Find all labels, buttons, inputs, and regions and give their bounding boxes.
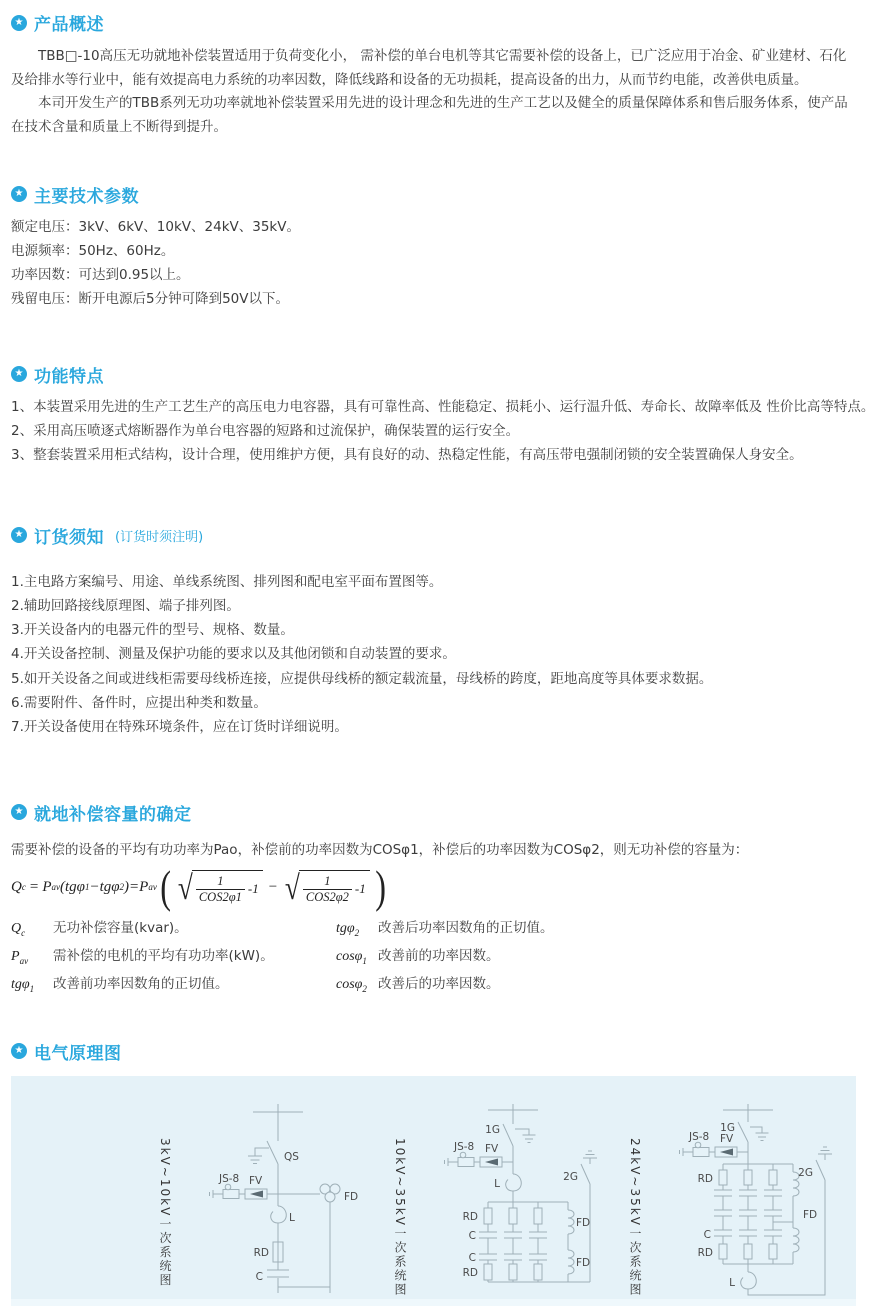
formula-sub: av bbox=[148, 882, 157, 893]
formula-term: P bbox=[42, 878, 52, 895]
formula-term: P bbox=[139, 878, 149, 895]
formula-legend bbox=[11, 915, 856, 999]
list-item: 残留电压：断开电源后5分钟可降到50V以下。 bbox=[11, 291, 290, 308]
diagram-24kv-35kv bbox=[619, 1076, 854, 1306]
formula-term: −tgφ bbox=[89, 878, 120, 895]
star-bullet-icon: ★ bbox=[11, 366, 27, 382]
label-rd-top: RD bbox=[697, 1172, 713, 1185]
legend-symbol-sub: 1 bbox=[29, 983, 35, 994]
overview-paragraphs bbox=[11, 45, 856, 140]
label-l: L bbox=[494, 1177, 500, 1190]
legend-symbol: cosφ bbox=[336, 976, 363, 992]
star-bullet-icon: ★ bbox=[11, 1043, 27, 1059]
section-specs bbox=[11, 182, 856, 312]
fraction-numerator: 1 bbox=[217, 873, 224, 888]
legend-text: 需补偿的电机的平均有功功率(kW)。 bbox=[53, 947, 274, 964]
star-bullet-icon: ★ bbox=[11, 15, 27, 31]
legend-text: 无功补偿容量(kvar)。 bbox=[53, 919, 188, 936]
formula-radical-2 bbox=[283, 870, 370, 905]
busbar bbox=[488, 1104, 538, 1124]
legend-item bbox=[336, 915, 554, 943]
section-title: 主要技术参数 bbox=[34, 186, 139, 207]
radical-sign: √ bbox=[285, 870, 300, 907]
label-2g: 2G bbox=[798, 1166, 813, 1179]
discharge-coil-rail bbox=[773, 1164, 817, 1264]
section-compensation bbox=[11, 800, 856, 999]
list-item: 5.如开关设备之间或进线柜需要母线桥连接，应提供母线桥的额定载流量，母线桥的跨度，距地高度等具体要求数据。 bbox=[11, 670, 713, 687]
legend-symbol-sub: av bbox=[19, 955, 29, 966]
label-qs: QS bbox=[284, 1150, 299, 1163]
section-title: 产品概述 bbox=[34, 15, 104, 35]
label-fv: FV bbox=[249, 1174, 263, 1187]
radical-tail: -1 bbox=[247, 881, 259, 897]
label-js8: JS-8 bbox=[689, 1130, 710, 1143]
formula-paren-close: ) bbox=[375, 860, 386, 912]
busbar bbox=[723, 1104, 773, 1122]
list-item: 1、本装置采用先进的生产工艺生产的高压电力电容器，具有可靠性高、性能稳定、损耗小、运行温升低、寿命长、故障率低及 性价比高等特点。 bbox=[11, 398, 874, 415]
features-list bbox=[11, 395, 874, 468]
section-overview bbox=[11, 10, 856, 140]
label-2g: 2G bbox=[563, 1170, 578, 1183]
legend-item bbox=[11, 915, 336, 943]
label-rd: RD bbox=[253, 1246, 269, 1259]
star-bullet-icon: ★ bbox=[11, 186, 27, 202]
capacitor-bank bbox=[463, 1202, 590, 1282]
label-c: C bbox=[703, 1228, 711, 1241]
busbar bbox=[253, 1104, 303, 1141]
section-features bbox=[11, 362, 874, 468]
label-c: C bbox=[255, 1270, 263, 1283]
capacitor-bank bbox=[698, 1164, 793, 1264]
section-title: 电气原理图 bbox=[34, 1043, 122, 1064]
section-features-header bbox=[11, 362, 856, 387]
section-overview-header bbox=[11, 10, 856, 35]
label-js8: JS-8 bbox=[219, 1172, 240, 1185]
specs-list bbox=[11, 215, 856, 312]
discharge-coil-rail bbox=[568, 1202, 590, 1282]
formula-term: (tgφ bbox=[59, 878, 85, 895]
reactor-l bbox=[729, 1264, 756, 1289]
list-item: 1.主电路方案编号、用途、单线系统图、排列图和配电室平面布置图等。 bbox=[11, 573, 443, 590]
label-1g: 1G bbox=[720, 1121, 735, 1134]
legend-symbol: P bbox=[11, 948, 20, 964]
list-item: 4.开关设备控制、测量及保护功能的要求以及其他闭锁和自动装置的要求。 bbox=[11, 646, 456, 663]
legend-text: 改善前功率因数角的正切值。 bbox=[53, 975, 229, 992]
label-rd-bottom: RD bbox=[462, 1266, 478, 1279]
fraction-denominator: COS2φ2 bbox=[303, 889, 352, 905]
legend-item bbox=[11, 971, 336, 999]
formula-operator: − bbox=[268, 878, 278, 895]
label-fv: FV bbox=[720, 1132, 734, 1145]
section-title: 订货须知 bbox=[34, 527, 104, 548]
ordering-list bbox=[11, 570, 856, 740]
reactor-l bbox=[494, 1174, 521, 1191]
formula-term: Q bbox=[11, 878, 22, 895]
circuit-diagram-1 bbox=[183, 1102, 383, 1300]
label-fd: FD bbox=[344, 1190, 359, 1203]
compensation-intro: 需要补偿的设备的平均有功功率为Pao，补偿前的功率因数为COSφ1，补偿后的功率因数为COSφ2，则无功补偿的容量为： bbox=[11, 841, 749, 858]
legend-symbol: tgφ bbox=[336, 920, 355, 936]
legend-text: 改善后功率因数角的正切值。 bbox=[378, 919, 554, 936]
legend-text: 改善前的功率因数。 bbox=[378, 947, 500, 964]
label-fd-bottom: FD bbox=[576, 1256, 591, 1269]
label-rd-top: RD bbox=[462, 1210, 478, 1223]
section-title: 就地补偿容量的确定 bbox=[34, 804, 192, 825]
diagram-vertical-label: 10kV~35kV一次系统图 bbox=[393, 1137, 407, 1297]
label-fv: FV bbox=[485, 1142, 499, 1155]
section-ordering-header bbox=[11, 523, 856, 548]
label-c1: C bbox=[468, 1229, 476, 1242]
formula-operator: = bbox=[29, 878, 39, 895]
ground-switch-2g bbox=[748, 1147, 832, 1295]
legend-symbol-sub: 2 bbox=[354, 927, 360, 938]
list-item: 3、整套装置采用柜式结构，设计合理，使用维护方便，具有良好的动、热稳定性能，有高压带电强制闭锁的安全装置确保人身安全。 bbox=[11, 447, 803, 464]
list-item: 2、采用高压喷逐式熔断器作为单台电容器的短路和过流保护，确保装置的运行安全。 bbox=[11, 422, 520, 439]
capacitor-c bbox=[256, 1270, 289, 1283]
legend-symbol-sub: 2 bbox=[362, 983, 367, 994]
label-c2: C bbox=[468, 1251, 476, 1264]
legend-symbol: Q bbox=[11, 920, 22, 936]
fraction-denominator: COS2φ1 bbox=[196, 889, 245, 905]
list-item: 功率因数：可达到0.95以上。 bbox=[11, 267, 190, 284]
legend-symbol: cosφ bbox=[336, 948, 363, 964]
paragraph: 本司开发生产的TBB系列无功功率就地补偿装置采用先进的设计理念和先进的生产工艺以及健全的质量保障体系和售后服务体系，使产品在技术含量和质量上不断得到提升。 bbox=[11, 95, 848, 135]
formula-fraction-1 bbox=[196, 874, 245, 905]
arrester-branch bbox=[680, 1131, 749, 1157]
paragraph: TBB□-10高压无功就地补偿装置适用于负荷变化小， 需补偿的单台电机等其它需要补偿的设备上，已广泛应用于冶金、矿业建材、石化及给排水等行业中，能有效提高电力系统的功率因数，降低线路和设备的无功损耗，提高设备的出力，从而节约电能，改善供电质量。 bbox=[11, 48, 847, 88]
bank-top-bar bbox=[488, 1191, 568, 1202]
formula-radical-1 bbox=[176, 870, 263, 905]
section-ordering bbox=[11, 523, 856, 740]
formula-paren-open: ( bbox=[160, 860, 171, 912]
arrester-branch bbox=[210, 1173, 279, 1199]
formula-term: )= bbox=[124, 878, 140, 895]
star-bullet-icon: ★ bbox=[11, 804, 27, 820]
section-specs-header bbox=[11, 182, 856, 207]
legend-symbol-sub: c bbox=[21, 927, 26, 938]
list-item: 2.辅助回路接线原理图、端子排列图。 bbox=[11, 597, 240, 614]
label-fd: FD bbox=[803, 1208, 818, 1221]
diagram-vertical-label: 24kV~35kV一次系统图 bbox=[628, 1137, 642, 1297]
legend-symbol: tgφ bbox=[11, 976, 30, 992]
formula-sub: av bbox=[51, 882, 60, 893]
list-item: 电源频率：50Hz、60Hz。 bbox=[11, 242, 175, 259]
schematic-panel bbox=[11, 1076, 856, 1306]
legend-symbol-sub: 1 bbox=[362, 955, 367, 966]
fraction-numerator: 1 bbox=[324, 873, 331, 888]
section-title: 功能特点 bbox=[34, 366, 104, 387]
legend-text: 改善后的功率因数。 bbox=[378, 975, 500, 992]
list-item: 额定电压：3kV、6kV、10kV、24kV、35kV。 bbox=[11, 218, 300, 235]
radical-tail: -1 bbox=[354, 881, 366, 897]
arrester-branch bbox=[445, 1141, 514, 1167]
legend-item bbox=[11, 943, 336, 971]
label-l: L bbox=[289, 1211, 295, 1224]
label-fd-top: FD bbox=[576, 1216, 591, 1229]
reactor-l bbox=[271, 1206, 295, 1224]
compensation-formula bbox=[11, 860, 856, 912]
label-l: L bbox=[729, 1276, 735, 1289]
star-bullet-icon: ★ bbox=[11, 527, 27, 543]
diagram-3kv-10kv bbox=[149, 1076, 384, 1306]
formula-sub: c bbox=[21, 882, 26, 893]
discharge-lamp-fd bbox=[278, 1184, 358, 1293]
section-schematic bbox=[11, 1039, 856, 1306]
legend-item bbox=[336, 943, 554, 971]
disconnector-qs bbox=[248, 1141, 299, 1164]
legend-item bbox=[336, 971, 554, 999]
formula-sub: 2 bbox=[119, 882, 125, 893]
label-rd-bottom: RD bbox=[697, 1246, 713, 1259]
label-js8: JS-8 bbox=[454, 1140, 475, 1153]
list-item: 3.开关设备内的电器元件的型号、规格、数量。 bbox=[11, 622, 294, 639]
label-1g: 1G bbox=[485, 1123, 500, 1136]
fuse-rd bbox=[254, 1242, 283, 1262]
circuit-diagram-3 bbox=[653, 1102, 863, 1300]
section-compensation-header bbox=[11, 800, 856, 825]
list-item: 7.开关设备使用在特殊环境条件，应在订货时详细说明。 bbox=[11, 719, 348, 736]
diagram-10kv-35kv bbox=[384, 1076, 619, 1306]
section-subtitle: (订货时须注明) bbox=[115, 529, 204, 545]
radical-sign: √ bbox=[178, 870, 193, 907]
formula-sub: 1 bbox=[84, 882, 90, 893]
list-item: 6.需要附件、备件时，应提出种类和数量。 bbox=[11, 695, 267, 712]
formula-fraction-2 bbox=[303, 874, 352, 905]
section-schematic-header bbox=[11, 1039, 856, 1064]
circuit-diagram-2 bbox=[418, 1102, 628, 1300]
diagram-vertical-label: 3kV~10kV一次系统图 bbox=[158, 1137, 172, 1287]
